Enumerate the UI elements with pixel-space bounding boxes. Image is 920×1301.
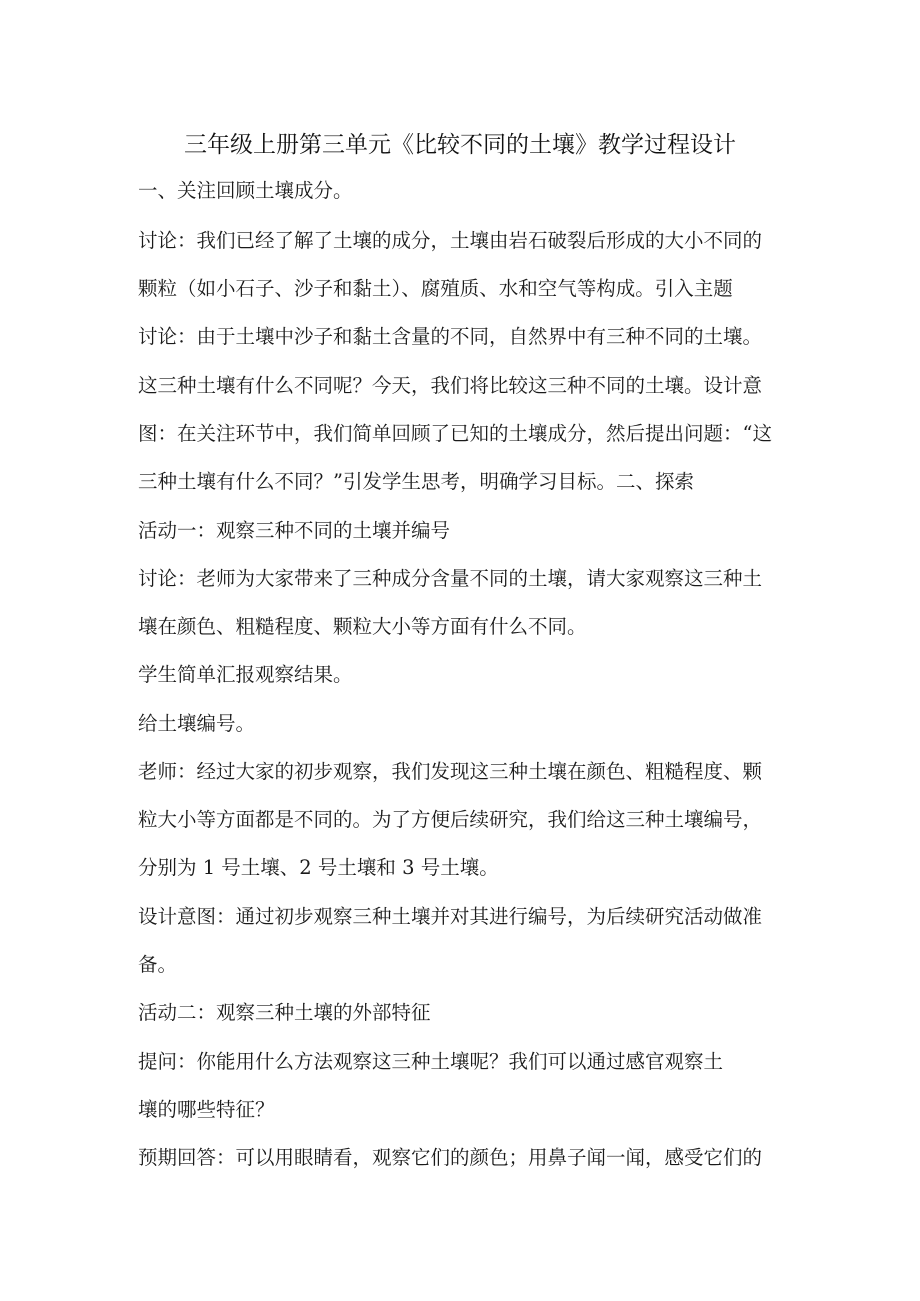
- text-line-16: 设计意图：通过初步观察三种土壤并对其进行编号，为后续研究活动做准: [138, 905, 763, 928]
- text-line-12: 给土壤编号。: [138, 712, 256, 735]
- text-line-9: 讨论：老师为大家带来了三种成分含量不同的土壤，请大家观察这三种土: [138, 567, 763, 590]
- document-title: 三年级上册第三单元《比较不同的土壤》教学过程设计: [184, 132, 736, 158]
- text-line-5: 这三种土壤有什么不同呢？今天，我们将比较这三种不同的土壤。设计意: [138, 374, 763, 397]
- text-line-14: 粒大小等方面都是不同的。为了方便后续研究，我们给这三种土壤编号，: [138, 808, 763, 831]
- text-line-2: 讨论：我们已经了解了土壤的成分，土壤由岩石破裂后形成的大小不同的: [138, 229, 763, 252]
- text-line-3: 颗粒（如小石子、沙子和黏土）、腐殖质、水和空气等构成。引入主题: [138, 277, 733, 300]
- text-line-6: 图：在关注环节中，我们简单回顾了已知的土壤成分，然后提出问题：“这: [138, 422, 772, 445]
- text-line-11: 学生简单汇报观察结果。: [138, 663, 353, 686]
- text-line-18: 活动二：观察三种土壤的外部特征: [138, 1001, 431, 1024]
- text-line-20: 壤的哪些特征？: [138, 1098, 275, 1121]
- text-line-17: 备。: [138, 953, 178, 976]
- text-line-21: 预期回答：可以用眼睛看，观察它们的颜色；用鼻子闻一闻，感受它们的: [138, 1146, 763, 1169]
- text-line-10: 壤在颜色、粗糙程度、颗粒大小等方面有什么不同。: [138, 615, 587, 638]
- text-line-13: 老师：经过大家的初步观察，我们发现这三种土壤在颜色、粗糙程度、颗: [138, 760, 763, 783]
- text-line-7: 三种土壤有什么不同？”引发学生思考，明确学习目标。二、探索: [138, 470, 694, 493]
- text-line-8: 活动一：观察三种不同的土壤并编号: [138, 519, 451, 542]
- text-line-15: 分别为 1 号土壤、2 号土壤和 3 号土壤。: [138, 856, 499, 879]
- text-line-19: 提问：你能用什么方法观察这三种土壤呢？我们可以通过感官观察土: [138, 1050, 724, 1073]
- text-line-4: 讨论：由于土壤中沙子和黏土含量的不同，自然界中有三种不同的土壤。: [138, 325, 763, 348]
- text-line-1: 一、关注回顾土壤成分。: [138, 179, 353, 202]
